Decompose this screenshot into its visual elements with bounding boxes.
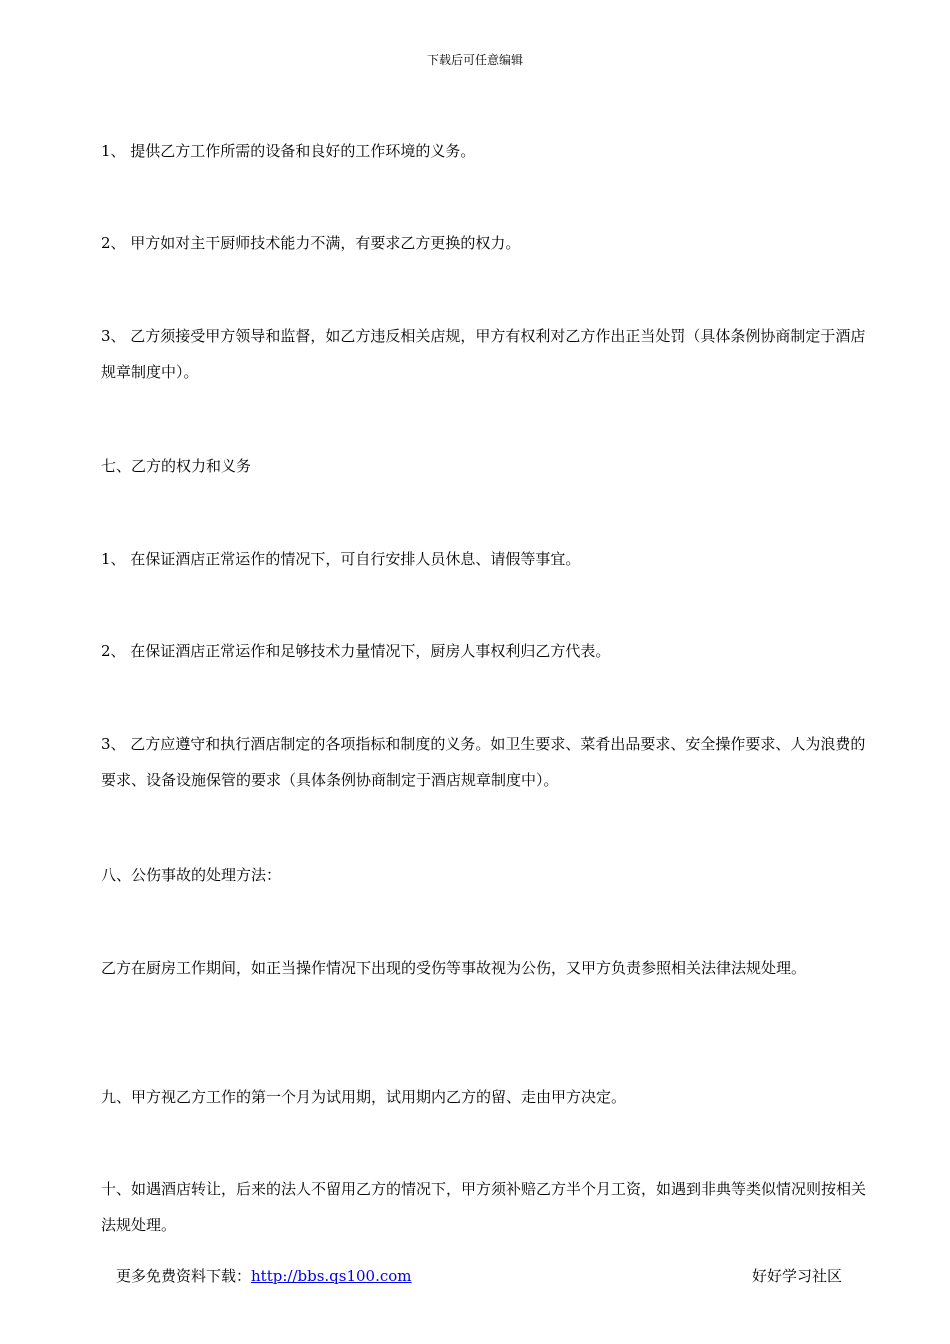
footer-download-text xyxy=(116,1266,412,1286)
paragraph-2: 2、 甲方如对主干厨师技术能力不满，有要求乙方更换的权力。 xyxy=(101,234,521,252)
footer-label: 更多免费资料下载： xyxy=(116,1267,252,1285)
section-item-10: 十、如遇酒店转让，后来的法人不留用乙方的情况下，甲方须补赔乙方半个月工资，如遇到非典等类似情况则按相关法规处理。 xyxy=(101,1180,867,1234)
paragraph-6: 3、 乙方应遵守和执行酒店制定的各项指标和制度的义务。如卫生要求、菜肴出品要求、安全操作要求、人为浪费的要求、设备设施保管的要求（具体条例协商制定于酒店规章制度中）。 xyxy=(101,735,866,789)
section-heading-8: 八、公伤事故的处理方法： xyxy=(101,866,282,884)
paragraph-1: 1、 提供乙方工作所需的设备和良好的工作环境的义务。 xyxy=(101,142,476,160)
paragraph-7: 乙方在厨房工作期间，如正当操作情况下出现的受伤等事故视为公伤，又甲方负责参照相关法律法规处理。 xyxy=(101,959,807,977)
paragraph-5: 2、 在保证酒店正常运作和足够技术力量情况下，厨房人事权利归乙方代表。 xyxy=(101,642,611,660)
paragraph-3: 3、 乙方须接受甲方领导和监督，如乙方违反相关店规，甲方有权利对乙方作出正当处罚（具体条例协商制定于酒店规章制度中）。 xyxy=(101,327,866,381)
page-header: 下载后可任意编辑 xyxy=(426,53,523,67)
section-heading-7: 七、乙方的权力和义务 xyxy=(101,457,252,475)
section-item-9: 九、甲方视乙方工作的第一个月为试用期，试用期内乙方的留、走由甲方决定。 xyxy=(101,1088,627,1106)
footer-link[interactable]: http://bbs.qs100.com xyxy=(251,1267,412,1285)
footer-community-name: 好好学习社区 xyxy=(752,1267,843,1285)
paragraph-4: 1、 在保证酒店正常运作的情况下，可自行安排人员休息、请假等事宜。 xyxy=(101,550,581,568)
